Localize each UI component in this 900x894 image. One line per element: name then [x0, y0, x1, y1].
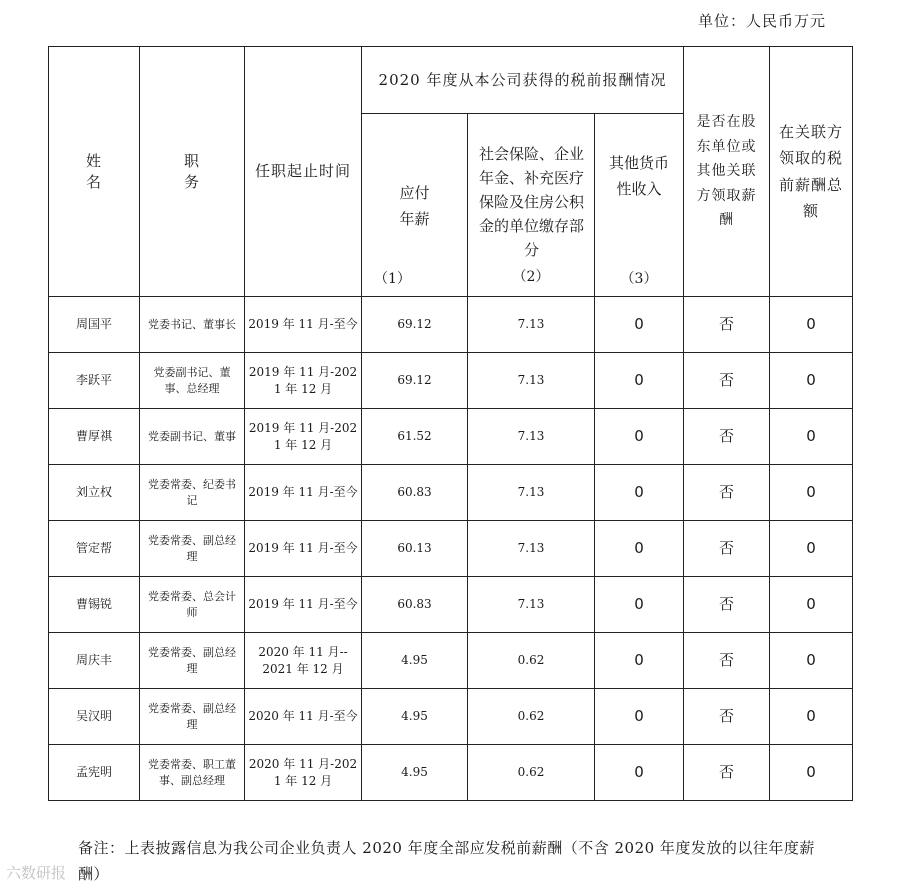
cell-term: 2020 年 11 月-至今 [245, 689, 362, 745]
cell-name: 周庆丰 [49, 633, 140, 689]
cell-related-total: 0 [770, 633, 853, 689]
cell-term: 2019 年 11 月-至今 [245, 465, 362, 521]
cell-other: 0 [595, 633, 684, 689]
cell-insurance: 7.13 [468, 521, 595, 577]
cell-name: 曹锡锐 [49, 577, 140, 633]
cell-related-total: 0 [770, 353, 853, 409]
cell-other: 0 [595, 745, 684, 801]
cell-related: 否 [684, 465, 770, 521]
cell-salary: 60.83 [362, 465, 468, 521]
header-other-text: 其他货币性收入 [608, 154, 669, 199]
header-position-1: 职 [183, 151, 200, 170]
cell-salary: 69.12 [362, 297, 468, 353]
cell-other: 0 [595, 353, 684, 409]
cell-salary: 69.12 [362, 353, 468, 409]
cell-related: 否 [684, 633, 770, 689]
cell-term: 2020 年 11 月--2021 年 12 月 [245, 633, 362, 689]
cell-position: 党委副书记、董事、总经理 [140, 353, 245, 409]
cell-salary: 61.52 [362, 409, 468, 465]
footnote: 备注：上表披露信息为我公司企业负责人 2020 年度全部应发税前薪酬（不含 2020 年度发放的以往年度薪酬） [78, 839, 815, 883]
cell-related-total: 0 [770, 297, 853, 353]
table-row [49, 465, 853, 521]
table-row [49, 633, 853, 689]
cell-related: 否 [684, 745, 770, 801]
cell-position: 党委常委、副总经理 [140, 689, 245, 745]
cell-related-total: 0 [770, 689, 853, 745]
header-insurance-num: （2） [512, 269, 550, 286]
cell-salary: 4.95 [362, 745, 468, 801]
cell-name: 周国平 [49, 297, 140, 353]
cell-related-total: 0 [770, 577, 853, 633]
cell-insurance: 7.13 [468, 409, 595, 465]
unit-label: 单位：人民币万元 [697, 12, 826, 30]
cell-position: 党委副书记、董事 [140, 409, 245, 465]
table-row [49, 689, 853, 745]
cell-insurance: 7.13 [468, 353, 595, 409]
cell-insurance: 7.13 [468, 465, 595, 521]
header-position-2: 务 [183, 172, 200, 191]
cell-position: 党委常委、副总经理 [140, 521, 245, 577]
salary-table [48, 46, 853, 801]
watermark: 六数研报 [6, 864, 67, 882]
cell-salary: 4.95 [362, 689, 468, 745]
cell-name: 李跃平 [49, 353, 140, 409]
cell-name: 曹厚祺 [49, 409, 140, 465]
cell-position: 党委常委、副总经理 [140, 633, 245, 689]
cell-name: 管定帮 [49, 521, 140, 577]
cell-other: 0 [595, 409, 684, 465]
header-salary-2: 年薪 [399, 210, 430, 229]
header-other-num: （3） [620, 271, 658, 288]
cell-name: 吴汉明 [49, 689, 140, 745]
table-row [49, 297, 853, 353]
header-insurance [468, 114, 595, 297]
cell-position: 党委书记、董事长 [140, 297, 245, 353]
cell-term: 2019 年 11 月-至今 [245, 297, 362, 353]
cell-related-total: 0 [770, 745, 853, 801]
table-row [49, 409, 853, 465]
header-related-total [770, 47, 853, 297]
cell-term: 2019 年 11 月-2021 年 12 月 [245, 353, 362, 409]
header-name-1: 姓 [85, 151, 102, 170]
cell-position: 党委常委、职工董事、副总经理 [140, 745, 245, 801]
cell-related: 否 [684, 521, 770, 577]
header-group: 2020 年度从本公司获得的税前报酬情况 [362, 47, 684, 114]
cell-salary: 4.95 [362, 633, 468, 689]
cell-position: 党委常委、纪委书记 [140, 465, 245, 521]
cell-related: 否 [684, 353, 770, 409]
cell-insurance: 7.13 [468, 577, 595, 633]
cell-position: 党委常委、总会计师 [140, 577, 245, 633]
cell-term: 2019 年 11 月-至今 [245, 577, 362, 633]
header-salary-1: 应付 [399, 184, 430, 202]
header-salary-num: （1） [374, 271, 411, 288]
cell-related-total: 0 [770, 521, 853, 577]
header-name-2: 名 [85, 172, 102, 191]
cell-other: 0 [595, 577, 684, 633]
cell-name: 孟宪明 [49, 745, 140, 801]
cell-insurance: 0.62 [468, 633, 595, 689]
table-row [49, 745, 853, 801]
cell-salary: 60.13 [362, 521, 468, 577]
cell-related: 否 [684, 577, 770, 633]
header-related-total-text: 在关联方领取的税前薪酬总额 [779, 123, 844, 220]
cell-name: 刘立权 [49, 465, 140, 521]
cell-other: 0 [595, 297, 684, 353]
header-position [140, 47, 245, 297]
header-related-text: 是否在股东单位或其他关联方领取薪酬 [696, 114, 757, 229]
cell-insurance: 0.62 [468, 745, 595, 801]
header-related [684, 47, 770, 297]
header-salary [362, 114, 468, 297]
cell-term: 2019 年 11 月-2021 年 12 月 [245, 409, 362, 465]
cell-related: 否 [684, 689, 770, 745]
cell-related-total: 0 [770, 465, 853, 521]
header-term: 任职起止时间 [245, 47, 362, 297]
cell-term: 2019 年 11 月-至今 [245, 521, 362, 577]
cell-related-total: 0 [770, 409, 853, 465]
header-name [49, 47, 140, 297]
cell-insurance: 7.13 [468, 297, 595, 353]
header-other [595, 114, 684, 297]
cell-related: 否 [684, 297, 770, 353]
cell-other: 0 [595, 465, 684, 521]
table-row [49, 353, 853, 409]
table-row [49, 521, 853, 577]
cell-related: 否 [684, 409, 770, 465]
header-insurance-text: 社会保险、企业年金、补充医疗保险及住房公积金的单位缴存部分 [478, 145, 584, 259]
cell-other: 0 [595, 689, 684, 745]
cell-insurance: 0.62 [468, 689, 595, 745]
cell-term: 2020 年 11 月-2021 年 12 月 [245, 745, 362, 801]
cell-other: 0 [595, 521, 684, 577]
cell-salary: 60.83 [362, 577, 468, 633]
table-row [49, 577, 853, 633]
